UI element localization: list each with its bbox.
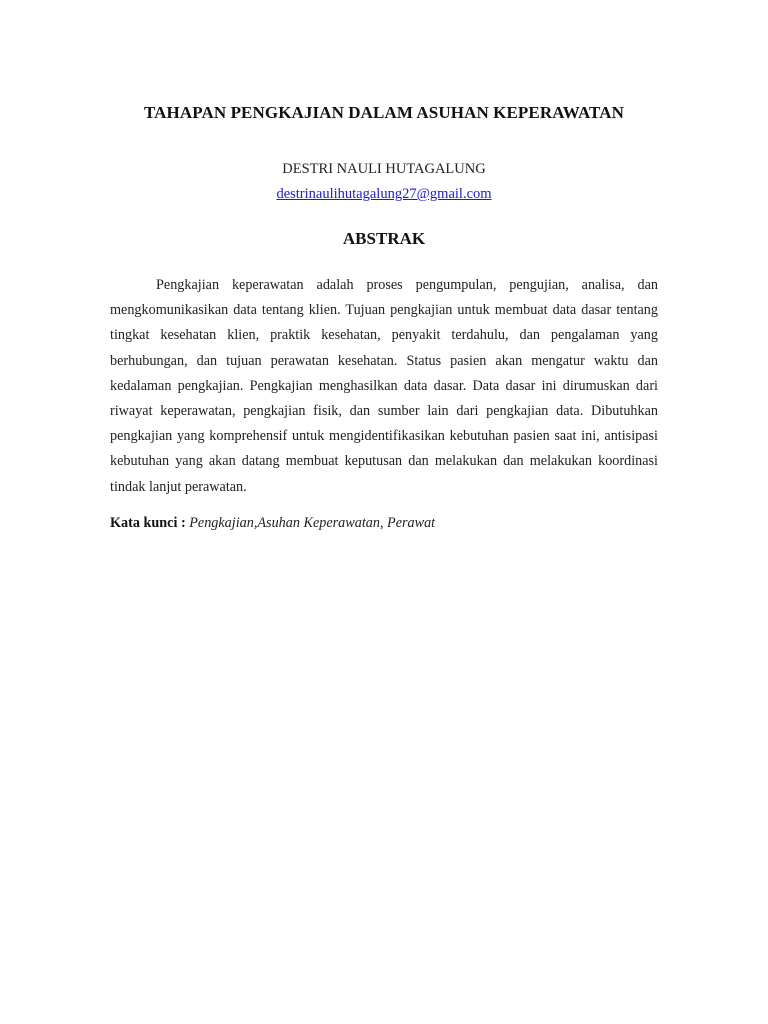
author-name: DESTRI NAULI HUTAGALUNG — [282, 161, 486, 177]
keywords-label: Kata kunci : — [110, 515, 186, 531]
abstract-heading: ABSTRAK — [342, 229, 426, 248]
email-link[interactable]: destrinaulihutagalung27@gmail.com — [276, 186, 492, 202]
paper-title: TAHAPAN PENGKAJIAN DALAM ASUHAN KEPERAWATAN — [143, 103, 624, 122]
author-email — [0, 186, 768, 203]
abstract-body: Pengkajian keperawatan adalah proses pengumpulan, pengujian, analisa, dan mengkomunikasikan data tentang klien. Tujuan pengkajian untuk membuat data dasar tentang tingkat kesehatan klien, praktik kesehatan, penyakit terdahulu, dan pengalaman yang berhubungan, dan tujuan perawatan kesehatan. Status pasien akan mengatur waktu dan kedalaman pengkajian. Pengkajian menghasilkan data dasar. Data dasar ini dirumuskan dari riwayat keperawatan, pengkajian fisik, dan sumber lain dari pengkajian data. Dibutuhkan pengkajian yang komprehensif untuk mengidentifikasikan kebutuhan pasien saat ini, antisipasi kebutuhan yang akan datang membuat keputusan dan melakukan dan melakukan koordinasi tindak lanjut perawatan. — [110, 277, 658, 495]
keywords-value: Pengkajian,Asuhan Keperawatan, Perawat — [189, 515, 436, 531]
keywords-line — [110, 515, 658, 532]
